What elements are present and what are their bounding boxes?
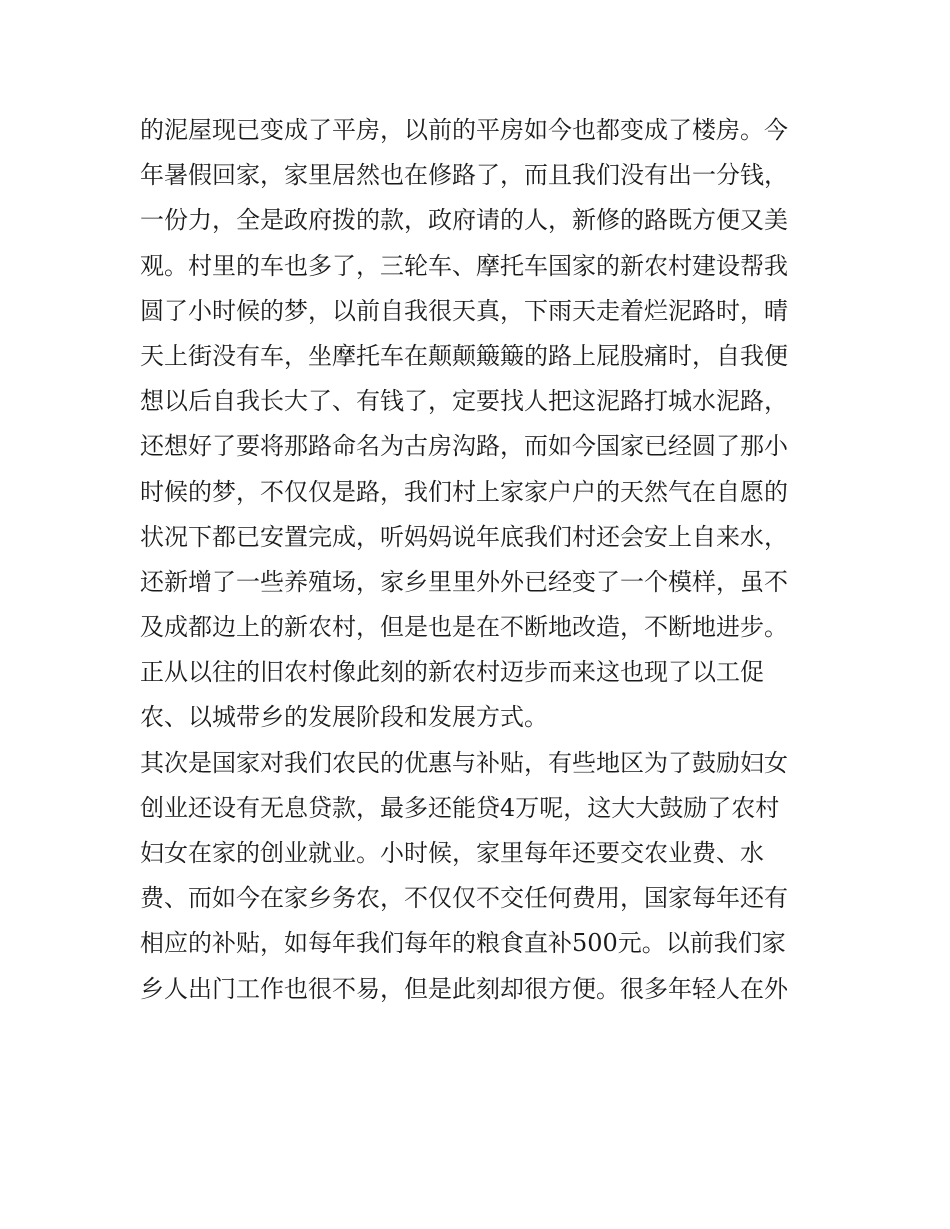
text-line: 乡人出门工作也很不易，但是此刻却很方便。很多年轻人在外 bbox=[140, 974, 788, 1003]
text-line: 还新增了一些养殖场，家乡里里外外已经变了一个模样，虽不 bbox=[140, 567, 788, 596]
text-line: 的泥屋现已变成了平房，以前的平房如今也都变成了楼房。今 bbox=[140, 116, 788, 144]
text-line: 一份力，全是政府拨的款，政府请的人，新修的路既方便又美 bbox=[140, 206, 788, 235]
text-line: 及成都边上的新农村，但是也是在不断地改造，不断地进步。 bbox=[140, 613, 788, 642]
text-line: 状况下都已安置完成，听妈妈说年底我们村还会安上自来水， bbox=[140, 522, 788, 551]
text-line: 天上街没有车，坐摩托车在颠颠簸簸的路上屁股痛时，自我便 bbox=[140, 341, 788, 370]
text-line: 其次是国家对我们农民的优惠与补贴，有些地区为了鼓励妇女 bbox=[140, 748, 788, 777]
text-line: 相应的补贴，如每年我们每年的粮食直补500元。以前我们家 bbox=[140, 929, 786, 958]
text-line: 圆了小时候的梦，以前自我很天真，下雨天走着烂泥路时，晴 bbox=[140, 296, 788, 325]
text-line: 想以后自我长大了、有钱了，定要找人把这泥路打城水泥路， bbox=[140, 387, 788, 416]
text-line: 时候的梦，不仅仅是路，我们村上家家户户的天然气在自愿的 bbox=[140, 477, 788, 506]
text-line: 还想好了要将那路命名为古房沟路，而如今国家已经圆了那小 bbox=[140, 432, 788, 461]
text-line: 观。村里的车也多了，三轮车、摩托车国家的新农村建设帮我 bbox=[140, 251, 788, 280]
text-line: 妇女在家的创业就业。小时候，家里每年还要交农业费、水 bbox=[140, 839, 764, 867]
text-line: 创业还设有无息贷款，最多还能贷4万呢，这大大鼓励了农村 bbox=[140, 793, 780, 822]
text-line: 正从以往的旧农村像此刻的新农村迈步而来这也现了以工促 bbox=[140, 658, 764, 687]
text-line: 年暑假回家，家里居然也在修路了，而且我们没有出一分钱， bbox=[140, 161, 788, 190]
body-text bbox=[140, 108, 820, 1012]
text-line: 农、以城带乡的发展阶段和发展方式。 bbox=[140, 703, 548, 732]
text-line: 费、而如今在家乡务农，不仅仅不交任何费用，国家每年还有 bbox=[140, 884, 788, 913]
